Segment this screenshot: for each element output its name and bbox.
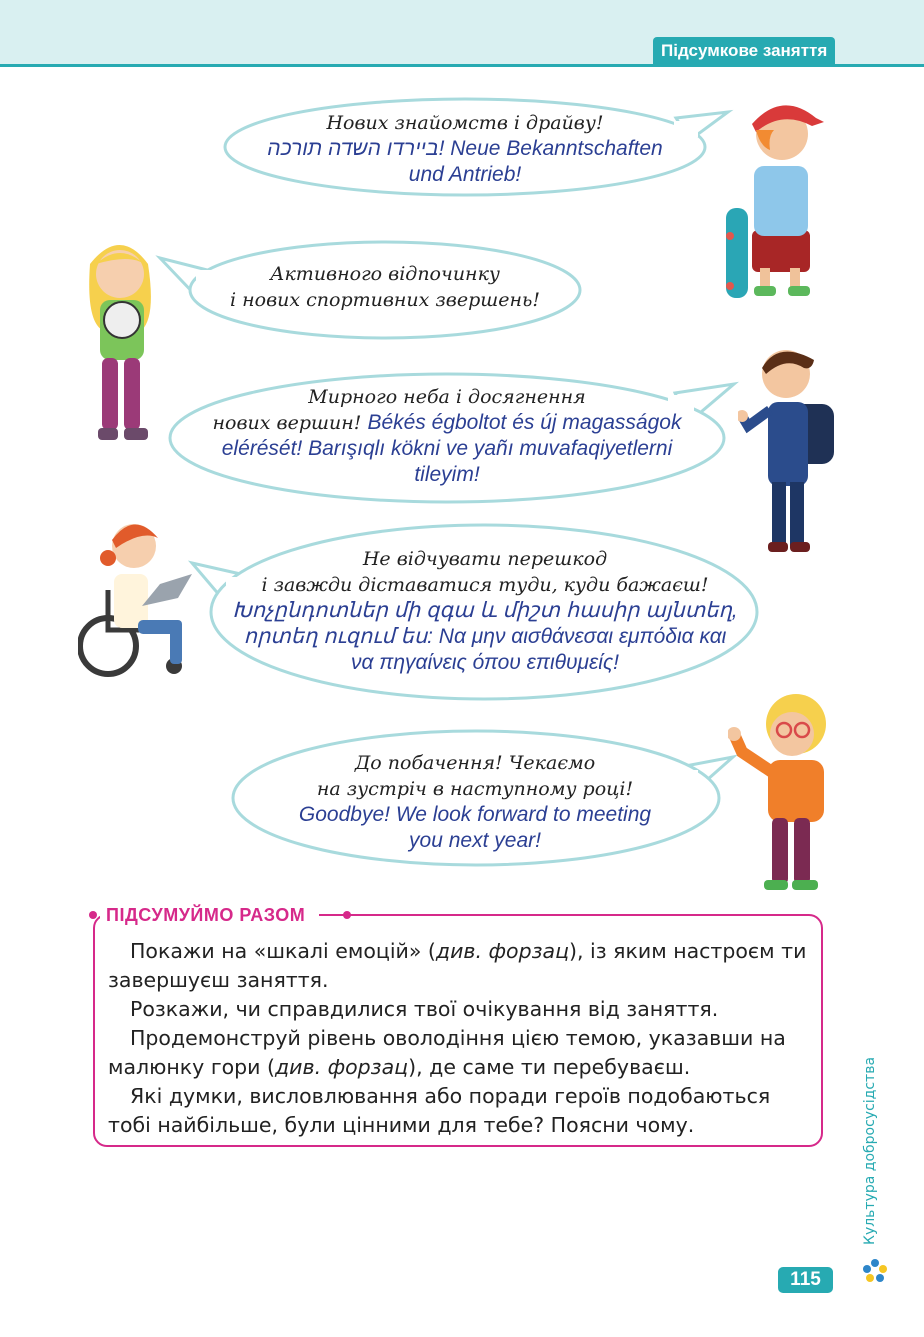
girl-wheelchair-illustration [78,510,194,682]
bubble-3-text [180,384,714,488]
summary-title-dot-left [89,911,97,919]
boy-glasses-illustration [728,682,834,896]
bubble-1-ua-line: Нових знайомств і драйву! [326,112,604,134]
bubble-3-foreign-fragment: Békés égboltot és új magasságok [367,411,682,434]
bubble-4-foreign-line: να πηγαίνεις όπου επιθυμείς! [350,651,620,674]
bubble-5-text [250,750,700,854]
summary-title-dot-right [343,911,351,919]
bubble-3-ua-line: Мирного неба і досягнення [308,386,586,408]
bubble-3-foreign-line: elérését! Barışıqlı kökni ve yañı muvafaqiyetlerni [221,437,673,460]
side-section-text: Культура добросусідства [862,1056,878,1245]
summary-paragraph: Покажи на «шкалі емоцій» (див. форзац), із яким настроєм ти завершуєш заняття. [108,939,807,992]
bubble-3-foreign-line: tileyim! [414,463,480,486]
bubble-5-foreign-line: you next year! [409,829,541,852]
bubble-4-ua-line: і завжди діставатися туди, куди бажаєш! [261,574,709,596]
bubble-4-foreign-line: որտեղ ուզում ես: Να μην αισθάνεσαι εμπόδια και [243,625,727,648]
summary-paragraph: Розкажи, чи справдилися твої очікування від заняття. [130,997,719,1021]
bubble-4-foreign-line: Խոչընդոտներ մի զգա և միշտ հասիր այնտեղ, [232,599,738,622]
girl-ball-illustration [80,230,160,445]
bubble-1-foreign-line: und Antrieb! [408,163,522,186]
bubble-5-foreign-line: Goodbye! We look forward to meeting [298,803,652,826]
bubble-4-text [218,546,752,676]
bubble-4-ua-line: Не відчувати перешкод [362,548,608,570]
summary-title: ПІДСУМУЙМО РАЗОМ [100,903,319,927]
boy-backpack-illustration [738,340,838,556]
bubble-1-foreign-line: ביירדו השדה תורכה! Neue Bekanntschaften [267,137,663,160]
bubble-1-text [230,110,700,188]
section-label: Підсумкове заняття [653,37,835,64]
bubble-2-ua-line: і нових спортивних звершень! [230,289,540,311]
bubble-5-ua-line: До побачення! Чекаємо [354,752,596,774]
bubble-2-ua-line: Активного відпочинку [270,263,500,285]
summary-paragraph: Які думки, висловлювання або поради героїв подобаються тобі найбільше, були цінними для тебе? Поясни чому. [108,1084,771,1137]
bubble-5-ua-line: на зустріч в наступному році! [316,778,634,800]
boy-cap-skateboard-illustration [712,90,824,306]
summary-paragraph: Продемонструй рівень оволодіння цією темою, указавши на малюнку гори (див. форзац), де саме ти перебуваєш. [108,1026,786,1079]
bubble-2-text [200,261,570,313]
summary-body [108,937,808,1140]
page-number: 115 [778,1267,833,1293]
bubble-3-mixed-line [180,410,714,436]
bubble-3-ua-fragment: нових вершин! [212,412,368,434]
flower-icon [862,1258,888,1284]
